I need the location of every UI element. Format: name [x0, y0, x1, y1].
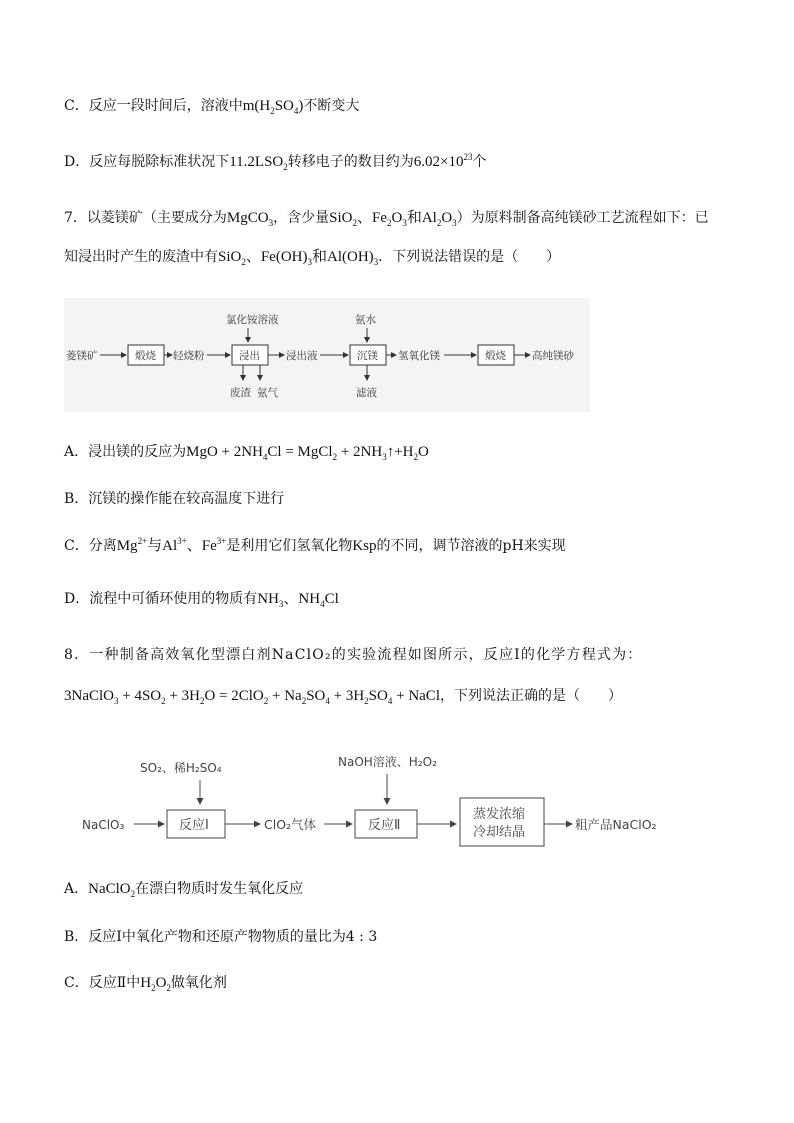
q7-stem-line1	[64, 209, 709, 227]
q7-stem-text-c: ）为原料制备高纯镁砂工艺流程如下：已	[456, 210, 709, 226]
q7-a-equation: MgO + $2NH_4Cl$ = MgCl$_2$ + $2NH_3↑+H_2O$	[186, 444, 429, 462]
q7-stem-line2	[64, 248, 560, 266]
q8-option-c	[64, 974, 227, 992]
q6-d-suffix: 个	[472, 154, 487, 170]
q7-stem-text-b: ，含少量	[273, 210, 330, 226]
q7-option-c	[64, 537, 566, 555]
flow1-mid2: 浸出液	[286, 350, 318, 362]
flow1-out1a: 废渣	[230, 387, 251, 399]
flow2-gas: ClO₂气体	[264, 817, 317, 832]
flow1-step1: 煅烧	[135, 350, 156, 362]
q7-stem-text-d: 知浸出时产生的废渣中有	[64, 249, 218, 265]
q8-option-b: B．反应Ⅰ中氧化产物和还原产物物质的量比为4 : 3	[64, 929, 378, 945]
q7-c-suffix: 的不同，调节溶液的pH来实现	[376, 538, 566, 554]
q6-c-prefix: C．反应一段时间后，溶液中	[64, 98, 243, 114]
flow1-out2: 滤液	[356, 387, 377, 399]
q7-impurities: SiO$_2$、$Fe_2O_3$和$Al_2O_3$	[329, 210, 457, 228]
q8-c-suffix: 做氧化剂	[170, 975, 227, 991]
q7-mgco3: MgCO$_3$	[226, 210, 274, 228]
q6-d-number: $6.02\times 10^{23}$	[413, 152, 473, 170]
q7-residue: SiO$_2$、$Fe(OH)_3$和$Al(OH)_3$	[218, 249, 379, 267]
flow2-product: 粗产品NaClO₂	[575, 817, 657, 832]
flow1-step4: 煅烧	[485, 350, 506, 362]
q7-flow-diagram	[64, 298, 590, 412]
q7-d-substances: $NH_3$、$NH_4Cl$	[257, 591, 339, 609]
flow2-reagent1: SO₂、稀H₂SO₄	[140, 761, 222, 775]
q6-c-suffix: 不断变大	[303, 98, 360, 114]
q7-option-d	[64, 590, 339, 608]
q8-c-h2o2: $H_2O_2$	[140, 975, 171, 993]
q6-d-prefix: D．反应每脱除标准状况下	[64, 154, 230, 170]
q6-c-formula: $m(H_2SO_4)$	[242, 98, 304, 116]
flow1-mid1: 轻烧粉	[173, 350, 205, 362]
q8-stem-line2	[64, 687, 622, 705]
flow1-reagent2: 氨水	[355, 314, 376, 326]
q7-option-b: B．沉镁的操作能在较高温度下进行	[64, 491, 285, 507]
q6-option-c	[64, 97, 359, 115]
flow2-box2-label: 反应Ⅱ	[368, 818, 401, 833]
flow2-box3-line1: 蒸发浓缩	[473, 807, 526, 822]
q8-c-prefix: C．反应Ⅱ中	[64, 975, 141, 991]
flow1-step3: 沉镁	[357, 350, 378, 362]
q8-a-prefix: A．	[64, 881, 89, 897]
flow1-step2: 浸出	[239, 350, 260, 362]
q8-a-naclo2: NaClO$_2$	[88, 881, 136, 899]
flow2-box1-label: 反应Ⅰ	[179, 818, 209, 833]
q8-stem-line1: 8．一种制备高效氧化型漂白剂NaClO₂的实验流程如图所示，反应Ⅰ的化学方程式为：	[64, 647, 643, 663]
flow1-product: 高纯镁砂	[532, 350, 574, 362]
q7-option-a	[64, 443, 429, 461]
q7-c-ksp: Ksp	[352, 538, 377, 554]
q7-stem-text-a: 7．以菱镁矿（主要成分为	[64, 210, 227, 226]
q7-d-prefix: D．流程中可循环使用的物质有	[64, 591, 258, 607]
flow2-box3-line2: 冷却结晶	[473, 825, 526, 840]
q8-option-a	[64, 880, 303, 898]
q8-equation: 3NaClO$_3$ + $4SO_2 + 3H_2O = 2ClO_2 + Na_2SO_4 + 3H_2SO_4$ + NaCl	[64, 688, 440, 706]
q7-stem-text-e: ．下列说法错误的是（ ）	[378, 249, 561, 265]
flow1-reagent1: 氯化铵溶液	[226, 314, 279, 326]
q7-c-prefix: C．分离	[64, 538, 117, 554]
flow1-mid3: 氢氧化镁	[398, 350, 440, 362]
q8-a-suffix: 在漂白物质时发生氧化反应	[135, 881, 304, 897]
q7-c-mid: 是利用它们氢氧化物	[226, 538, 353, 554]
q8-flow-diagram	[82, 750, 672, 850]
flow2-reagent2: NaOH溶液、H₂O₂	[338, 755, 437, 769]
flow1-out1b: 氨气	[257, 387, 278, 399]
q7-a-prefix: A．浸出镁的反应为	[64, 444, 187, 460]
flow2-input: NaClO₃	[82, 818, 125, 832]
q6-d-mid: 转移电子的数目约为	[287, 154, 414, 170]
flow1-raw: 菱镁矿	[66, 350, 98, 362]
q6-d-volume: $11.2LSO_2$	[229, 154, 288, 172]
q7-c-ions: $Mg^{2+}$与$Al^{3+}$、$Fe^{3+}$	[116, 536, 227, 554]
q8-stem-suffix: ，下列说法正确的是（ ）	[439, 688, 622, 704]
q6-option-d	[64, 153, 486, 171]
